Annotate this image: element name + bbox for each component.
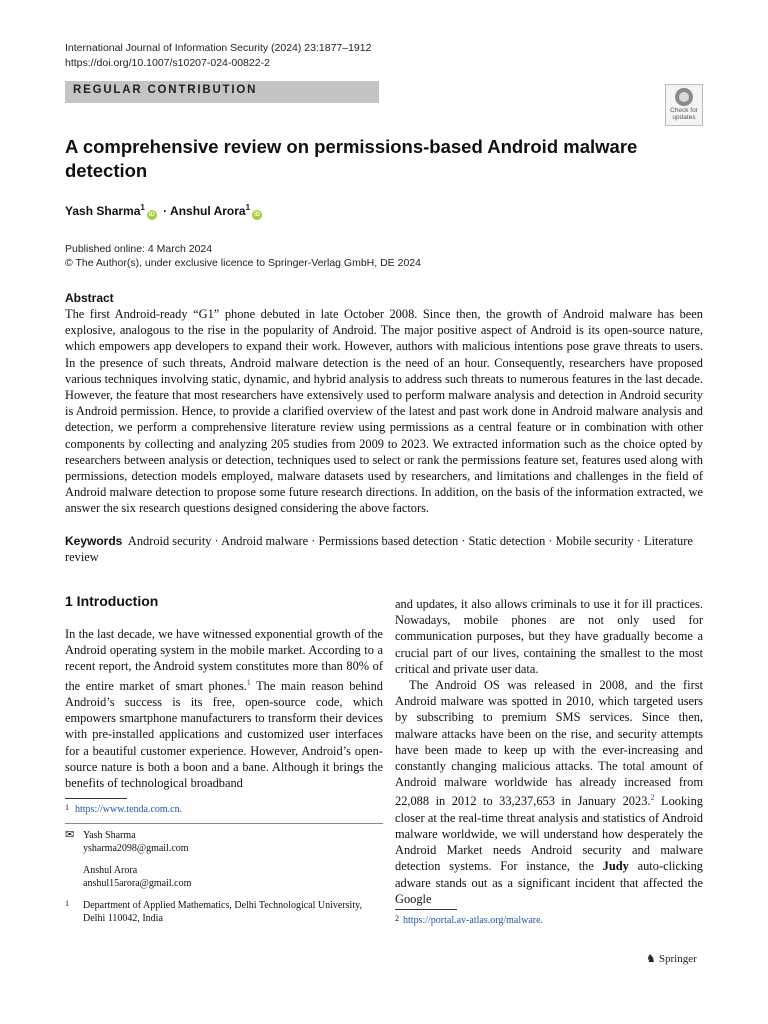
- contact-email[interactable]: anshul15arora@gmail.com: [83, 878, 192, 889]
- publisher-logo: [646, 952, 697, 965]
- keywords: [65, 533, 703, 565]
- section-heading-introduction: 1 Introduction: [65, 593, 159, 609]
- footnote-number: 1: [65, 803, 69, 812]
- footnote-link[interactable]: https://portal.av-atlas.org/malware.: [403, 915, 544, 926]
- check-updates-icon: [675, 88, 693, 106]
- author-list: [65, 203, 265, 220]
- journal-header: [65, 41, 371, 71]
- intro-text: Looking closer at the real-time threat analysis and statistics of Android malware worldwide, we will understand how desperately the Android Market needs Android security and malware detection systems. For instance, the: [395, 794, 703, 874]
- affiliation-mark: 1: [245, 203, 251, 212]
- doi-link[interactable]: https://doi.org/10.1007/s10207-024-00822-2: [65, 57, 270, 69]
- intro-text: In the last decade, we have witnessed exponential growth of the Android operating system in the mobile market. According to a recent report, the Android system constitutes more than 80% of the entire market of smart phones.: [65, 627, 383, 693]
- envelope-icon: ✉: [65, 829, 75, 841]
- article-title: A comprehensive review on permissions-based Android malware detection: [65, 136, 638, 181]
- intro-text: The Android OS was released in 2008, and the first Android malware was spotted in 2010, which targeted users by subscribing to premium SMS services. Since then, malware attacks have been on the rise, and security attempts have been made to keep up with the ever-increasing and constantly changing malicious attacks. The total amount of Android malware worldwide has already increased from 22,088 in 2012 to 33,237,653 in January 2023.: [395, 678, 703, 809]
- footnote-divider: [395, 909, 457, 910]
- affiliation-text: Department of Applied Mathematics, Delhi Technological University, Delhi 110042, India: [83, 900, 362, 924]
- section-label: REGULAR CONTRIBUTION: [73, 84, 258, 96]
- journal-citation: International Journal of Information Security (2024) 23:1877–1912: [65, 42, 372, 54]
- intro-text: auto-clicking adware stands out as a significant incident that affected the Google: [395, 859, 703, 906]
- published-date: Published online: 4 March 2024: [65, 243, 213, 255]
- contact-email[interactable]: ysharma2098@gmail.com: [83, 843, 189, 854]
- footnote-ref[interactable]: 2: [650, 793, 655, 803]
- intro-paragraph: and updates, it also allows criminals to use it for ill practices. Nowadays, mobile phones are not only used for communication purposes, but they have gradually become a crucial part of our lives, containing the smallest to the most critical and private user data.: [395, 597, 703, 676]
- footnote-link[interactable]: https://www.tenda.com.cn.: [75, 804, 183, 815]
- license-notice: © The Author(s), under exclusive licence to Springer-Verlag GmbH, DE 2024: [65, 257, 421, 269]
- check-for-updates-badge[interactable]: [665, 84, 703, 126]
- author-name[interactable]: Yash Sharma: [65, 204, 141, 218]
- keywords-label: Keywords: [65, 534, 123, 548]
- footnote-number: 2: [395, 914, 399, 923]
- footnote-divider: [65, 798, 127, 799]
- author-name[interactable]: Anshul Arora: [170, 204, 246, 218]
- springer-horse-icon: ♞: [646, 953, 656, 965]
- keywords-list: Android security · Android malware · Permissions based detection · Static detection · Mobile security · Literature review: [65, 534, 693, 565]
- affiliation-mark: 1: [140, 203, 145, 212]
- abstract-text: The first Android-ready “G1” phone debuted in late October 2008. Since then, the growth of Android malware has been explosive, analogous to the rise in the popularity of Android. The major positive aspect of Android is its open-source nature, which empowers app developers to expand their work. However, authors with malicious intentions pose grave threats to users. In the presence of such threats, Android malware detection is the need of an hour. Consequently, researchers have proposed various techniques involving static, dynamic, and hybrid analysis to address such threats to numerous features in the last decade. However, the feature that most researchers have extensively used to perform malware analysis and detection in Android security is Android permission. Hence, to provide a clarified overview of the latest and past work done in Android malware analysis and detection, we perform a comprehensive literature review using permissions as a central feature or in combination with other components by collecting and analyzing 205 studies from 2009 to 2023. We extracted information such as the choice opted by researchers between analysis or detection, techniques used to select or rank the permissions feature set, features used along with permissions, detection models employed, malware datasets used by researchers, and limitations and challenges in the field of Android malware detection to propose some future research directions. In addition, on the basis of the information extracted, we answer the six research questions designed considering the above factors.: [65, 307, 703, 516]
- contact-list: [83, 829, 191, 890]
- orcid-icon[interactable]: iD: [148, 212, 155, 218]
- footnote-ref[interactable]: 1: [246, 677, 251, 687]
- check-updates-line1: Check for: [670, 107, 698, 114]
- publisher-name: Springer: [658, 953, 697, 965]
- affiliation-number: 1: [65, 899, 69, 908]
- publication-info: [65, 242, 421, 270]
- section-banner: [65, 81, 379, 103]
- contact-name: Yash Sharma: [83, 830, 136, 841]
- intro-paragraph: [395, 677, 703, 907]
- check-updates-line2: updates: [672, 114, 696, 121]
- intro-paragraph: [65, 626, 383, 791]
- author-separator: ·: [159, 204, 171, 218]
- abstract-heading: Abstract: [65, 291, 114, 305]
- orcid-icon[interactable]: iD: [254, 212, 261, 218]
- intro-text: The main reason behind Android’s success is its free, open-source code, which empowers smartphone manufacturers to transform their devices with pre-installed applications and customized user interfaces for a beautiful customer experience. However, Android’s open-source nature is both a boon and a bane. Although it brings the benefits of technological broadband: [65, 678, 383, 790]
- contact-name: Anshul Arora: [83, 865, 138, 876]
- contact-spacer: [83, 855, 191, 864]
- right-column: [395, 596, 703, 907]
- contact-divider: [65, 823, 383, 824]
- judy-term: Judy: [602, 859, 629, 874]
